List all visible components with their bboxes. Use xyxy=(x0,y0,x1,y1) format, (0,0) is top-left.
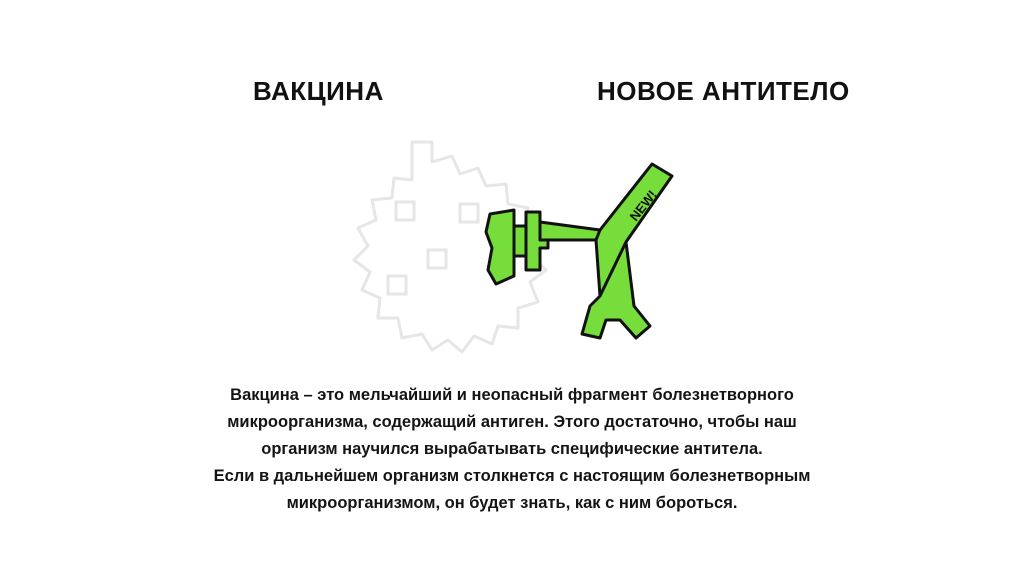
vaccine-antibody-illustration xyxy=(300,130,740,370)
caption-line-1: Вакцина – это мельчайший и неопасный фрагмент болезнетворного xyxy=(230,386,794,404)
caption-block xyxy=(112,382,912,517)
vaccine-label: ВАКЦИНА xyxy=(253,76,384,106)
caption-line-5: микроорганизмом, он будет знать, как с ним бороться. xyxy=(286,494,738,512)
svg-text:NEW!: NEW! xyxy=(626,187,660,224)
caption-line-3: организм научился вырабатывать специфические антитела. xyxy=(261,440,763,458)
caption-line-2: микроорганизма, содержащий антиген. Этого достаточно, чтобы наш xyxy=(227,413,797,431)
vaccine-fragment xyxy=(486,210,548,284)
antibody-y-shape xyxy=(540,164,672,338)
caption-line-4: Если в дальнейшем организм столкнется с настоящим болезнетворным xyxy=(213,467,811,485)
new-antibody-label: НОВОЕ АНТИТЕЛО xyxy=(597,76,850,106)
